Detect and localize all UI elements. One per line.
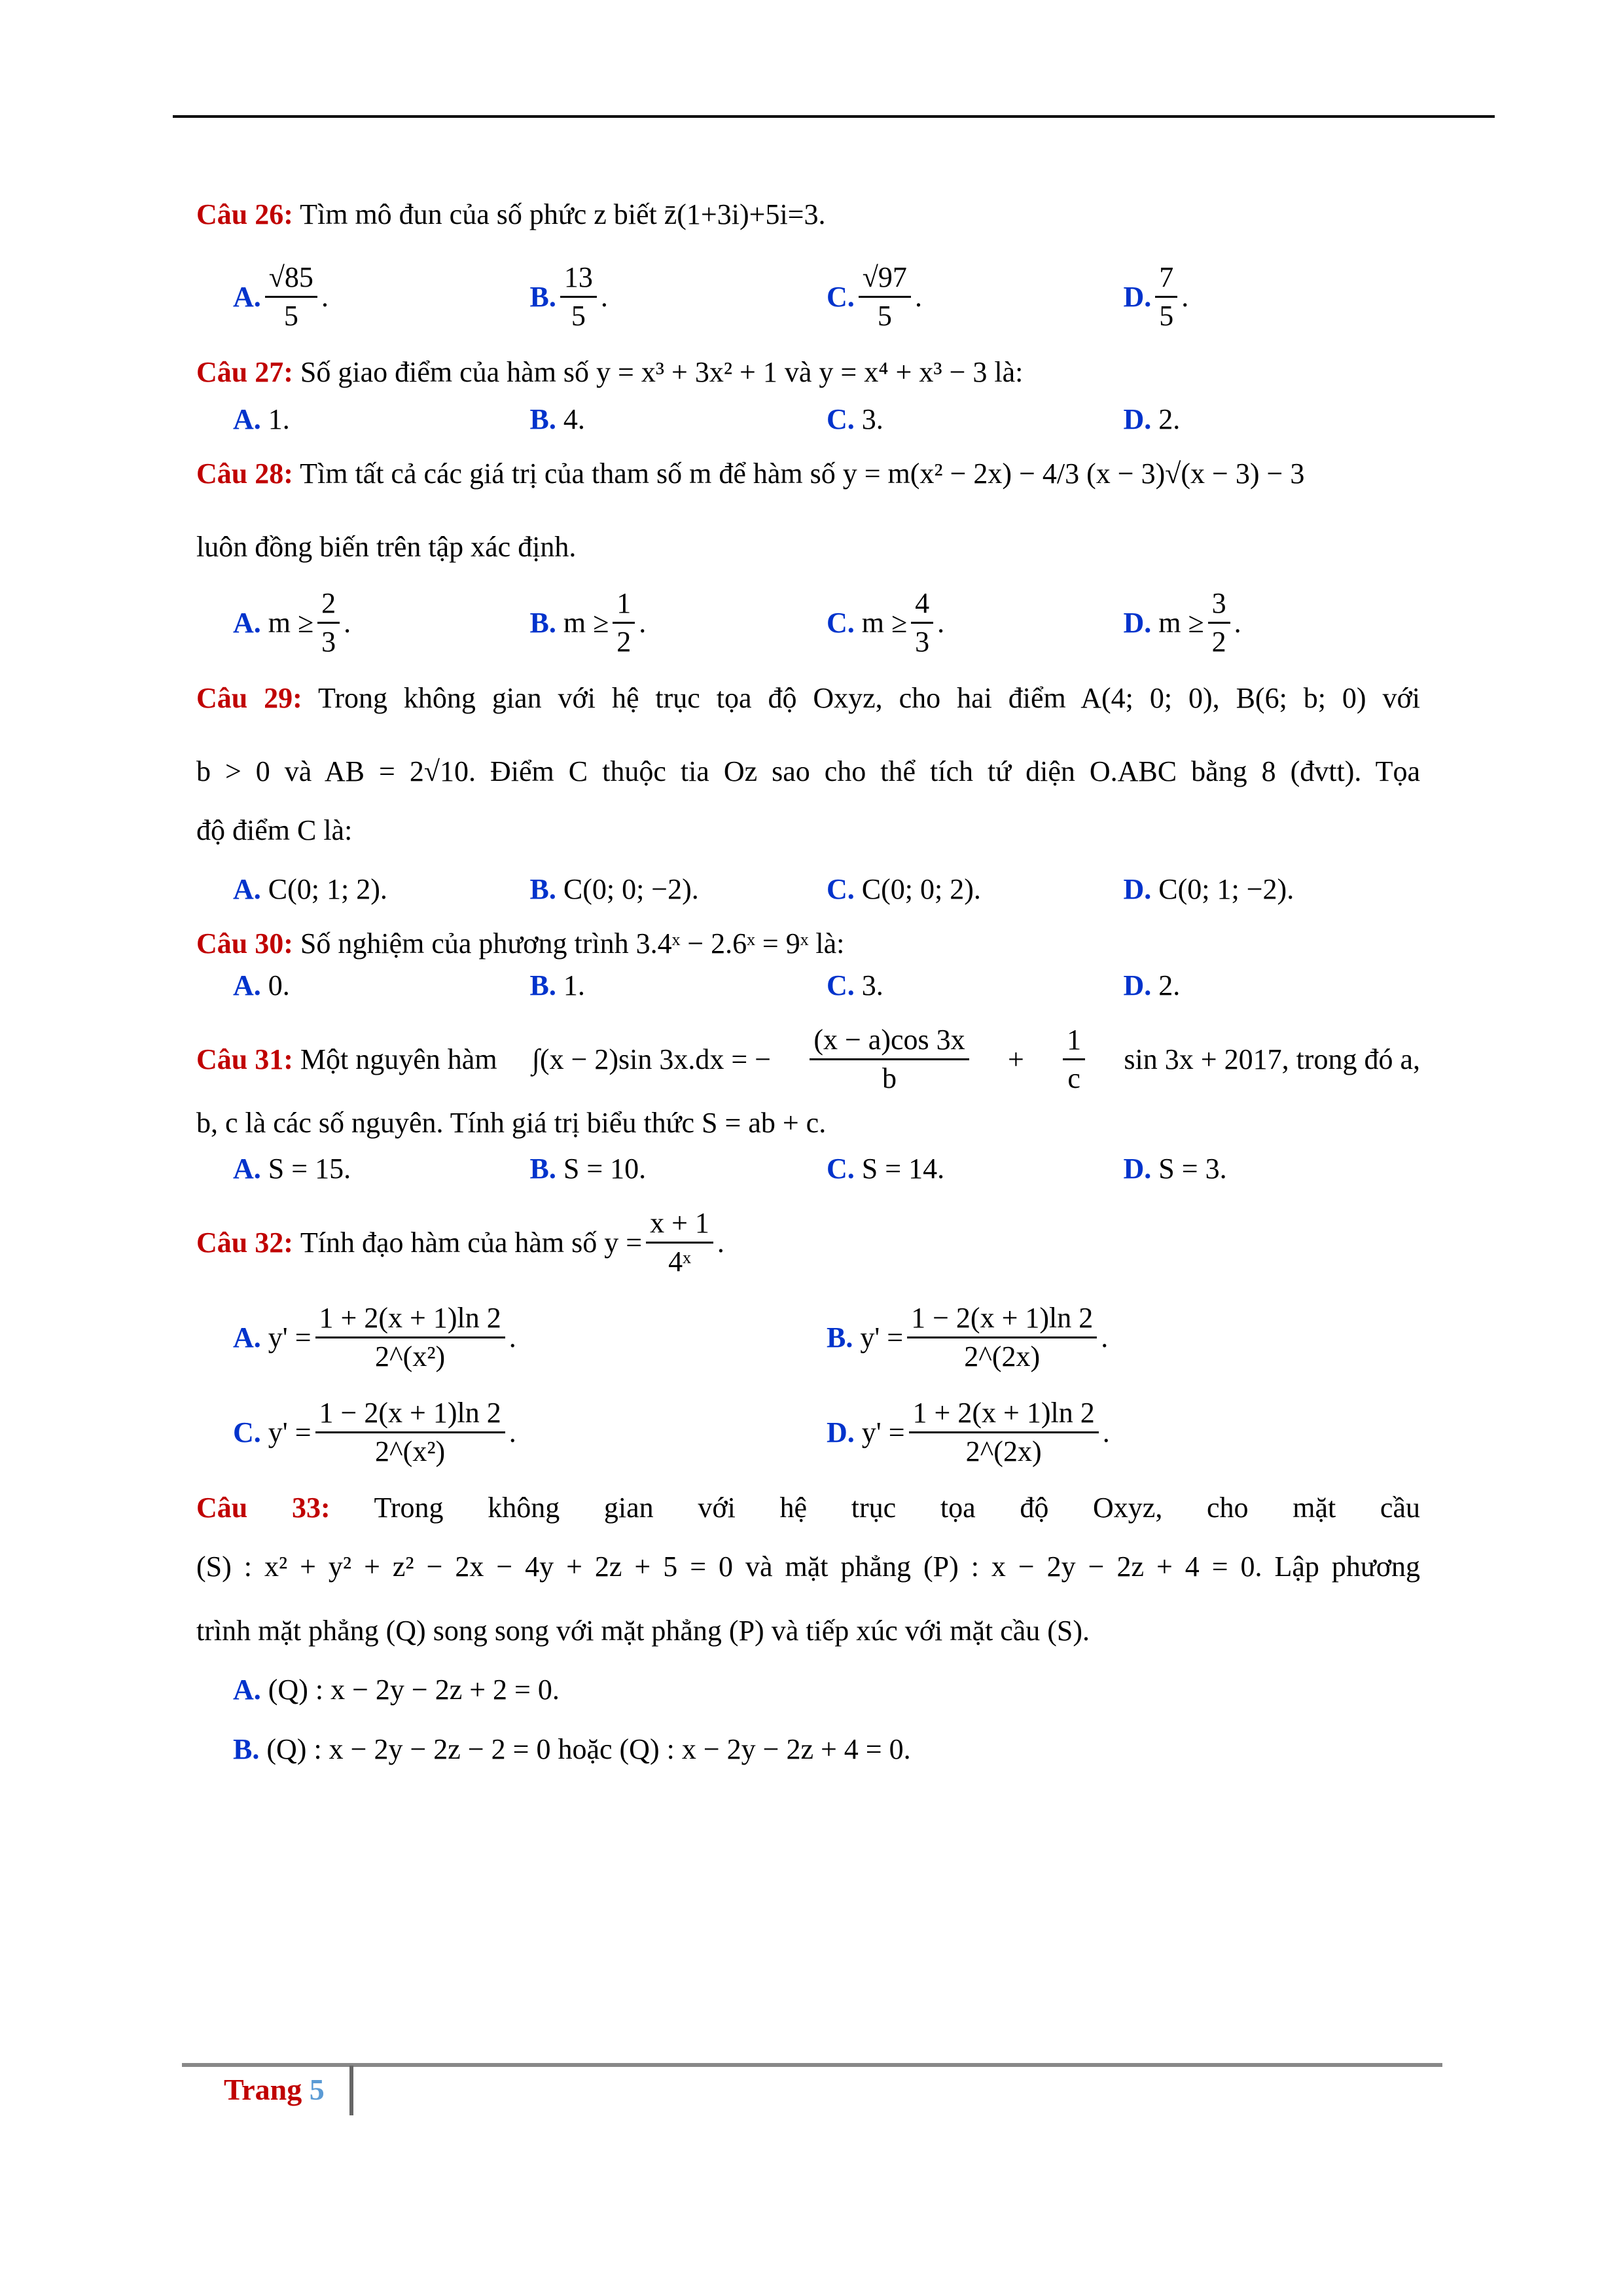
question-28 — [196, 456, 1420, 660]
option-label: D. — [827, 1416, 855, 1448]
option-text: y' = — [268, 1321, 312, 1354]
option-c[interactable]: C. $\frac{√97}{5}$ . — [827, 259, 1124, 334]
question-text: luôn đồng biến trên tập xác định. — [196, 531, 577, 563]
numerator: x + 1 — [646, 1205, 713, 1244]
footer-rule — [182, 2063, 1442, 2067]
option-d[interactable] — [1124, 403, 1421, 436]
question-text: sin 3x + 2017, trong đó a, — [1124, 1043, 1420, 1075]
options — [233, 1732, 1420, 1766]
denominator: 4ˣ — [668, 1246, 691, 1278]
options — [233, 259, 1420, 334]
option-text: S = 3. — [1158, 1153, 1227, 1185]
question-label: Câu 27: — [196, 356, 293, 388]
fraction — [911, 585, 933, 660]
denominator: 3 — [915, 626, 930, 658]
options — [233, 1152, 1420, 1185]
numerator: 1 − 2(x + 1)ln 2 — [907, 1300, 1097, 1338]
fraction — [315, 1395, 505, 1470]
question-32: Câu 32: Tính đạo hàm của hàm số y = $\frac{x + 1}{\text{4ˣ}}$ . A. y' = $\frac{1 + 2(x + 1)\ln 2}{\text{2\textasciicircum{}(x²)}}$ . B. y' = $\frac{1 - 2(x + 1)\ln 2}{2\^{}(2x)}$ . C. y' = $\frac{1 - 2(x + 1)\ln 2}{\text{2\textasciicircum{}(x²)}}$ . D. y' = $\frac{1 + 2(x + 1)\ln 2}{2\^{}(2x)}$ . — [196, 1205, 1420, 1470]
question-label: Câu 31: — [196, 1043, 293, 1075]
option-a[interactable]: A. $\frac{√85}{5}$ . — [233, 259, 530, 334]
math-expression: y = x⁴ + x³ − 3 — [819, 356, 988, 388]
denominator: b — [882, 1062, 897, 1094]
question-label: Câu 26: — [196, 198, 293, 230]
question-text: Tính đạo hàm của hàm số — [300, 1226, 597, 1259]
option-text: 1. — [563, 969, 585, 1001]
option-text: 4. — [563, 403, 585, 435]
options — [233, 403, 1420, 436]
question-text: là: — [994, 356, 1024, 388]
denominator: 5 — [1159, 300, 1174, 332]
option-text: S = 15. — [268, 1153, 351, 1185]
option-text: 2. — [1158, 969, 1181, 1001]
denominator: 5 — [283, 300, 298, 332]
option-c[interactable] — [827, 1152, 1124, 1185]
option-label: D. — [1123, 607, 1152, 639]
question-29 — [196, 680, 1420, 906]
option-a[interactable] — [233, 1152, 530, 1185]
option-label: D. — [1123, 969, 1152, 1001]
option-text: C(0; 0; −2). — [563, 873, 699, 905]
fraction — [1155, 259, 1177, 334]
question-text: b > 0 và AB = 2√10. Điểm C thuộc tia Oz sao cho thể tích tứ diện O.ABC bằng 8 (đvtt). Tọa — [196, 755, 1420, 787]
option-b[interactable] — [530, 403, 827, 436]
option-text: C(0; 1; −2). — [1158, 873, 1294, 905]
option-a[interactable] — [233, 403, 530, 436]
math-operator: + — [1007, 1043, 1024, 1075]
fraction — [907, 1300, 1097, 1375]
footer-separator — [349, 2066, 353, 2115]
option-label: B. — [233, 1733, 260, 1765]
denominator: c — [1067, 1062, 1080, 1094]
option-d[interactable]: D. $\frac{7}{5}$ . — [1124, 259, 1421, 334]
fraction — [909, 1395, 1099, 1470]
numerator: 1 + 2(x + 1)ln 2 — [315, 1300, 505, 1338]
math-expression: y = — [604, 1226, 643, 1259]
option-label: A. — [233, 1674, 261, 1706]
question-text: Trong không gian với hệ trục tọa độ Oxyz, cho mặt cầu — [374, 1492, 1420, 1524]
option-label: B. — [827, 1321, 853, 1354]
option-text: 3. — [861, 969, 883, 1001]
math-expression: y = m(x² − 2x) − 4/3 (x − 3)√(x − 3) − 3 — [842, 457, 1305, 490]
question-text: (S) : x² + y² + z² − 2x − 4y + 2z + 5 = 0 và mặt phẳng (P) : x − 2y − 2z + 4 = 0. Lập phương — [196, 1551, 1420, 1583]
question-31 — [196, 1022, 1420, 1185]
options — [233, 872, 1420, 906]
option-label: A. — [233, 1153, 261, 1185]
question-text: Tìm mô đun của số phức z biết — [300, 198, 657, 230]
page-footer — [224, 2072, 325, 2107]
numerator: 13 — [560, 259, 597, 298]
option-text: y' = — [860, 1321, 904, 1354]
question-26 — [196, 196, 1420, 334]
option-label: D. — [1123, 403, 1152, 435]
option-a[interactable]: A. y' = $\frac{1 + 2(x + 1)\ln 2}{\text{2\textasciicircum{}(x²)}}$ . — [233, 1300, 827, 1375]
options — [233, 1395, 1420, 1470]
options — [233, 1673, 1420, 1706]
question-text: và — [784, 356, 812, 388]
header-rule — [173, 115, 1495, 118]
numerator: 1 — [1063, 1022, 1085, 1060]
denominator: 2^(x²) — [375, 1340, 446, 1372]
option-label: B. — [529, 1153, 556, 1185]
fraction — [1063, 1022, 1085, 1097]
numerator: 1 — [613, 585, 635, 624]
option-text: m ≥ — [861, 607, 908, 639]
numerator: √85 — [265, 259, 317, 298]
option-c[interactable] — [827, 969, 1124, 1002]
footer-label: Trang — [224, 2073, 302, 2106]
option-label: D. — [1123, 1153, 1152, 1185]
option-label: C. — [827, 403, 855, 435]
option-d[interactable]: D. y' = $\frac{1 + 2(x + 1)\ln 2}{2\^{}(2x)}$ . — [827, 1395, 1420, 1470]
numerator: 1 − 2(x + 1)ln 2 — [315, 1395, 505, 1433]
fraction — [859, 259, 911, 334]
denominator: 5 — [877, 300, 892, 332]
math-expression: ∫(x − 2)sin 3x.dx = − — [531, 1043, 772, 1075]
option-b[interactable] — [530, 1152, 827, 1185]
option-text: 3. — [861, 403, 883, 435]
option-label: A. — [233, 607, 261, 639]
fraction — [560, 259, 597, 334]
denominator: 2^(2x) — [965, 1435, 1042, 1467]
option-b[interactable]: B. y' = $\frac{1 - 2(x + 1)\ln 2}{2\^{}(2x)}$ . — [827, 1300, 1420, 1375]
question-30 — [196, 925, 1420, 1002]
math-expression: z̄(1+3i)+5i=3. — [664, 198, 826, 230]
denominator: 5 — [571, 300, 586, 332]
numerator: 1 + 2(x + 1)ln 2 — [909, 1395, 1099, 1433]
option-label: C. — [827, 281, 855, 313]
denominator: 2 — [616, 626, 632, 658]
option-a[interactable] — [233, 969, 530, 1002]
numerator: 3 — [1208, 585, 1230, 624]
option-text: C(0; 1; 2). — [268, 873, 387, 905]
question-text: Một nguyên hàm — [300, 1043, 497, 1075]
option-label: D. — [1123, 873, 1152, 905]
question-label: Câu 30: — [196, 927, 293, 960]
option-label: B. — [529, 873, 556, 905]
option-text: m ≥ — [563, 607, 609, 639]
question-label: Câu 29: — [196, 682, 302, 714]
option-c[interactable]: C. m ≥ $\frac{4}{3}$ . — [827, 585, 1124, 660]
option-d[interactable] — [1124, 1152, 1421, 1185]
question-text: Trong không gian với hệ trục tọa độ Oxyz, cho hai điểm A(4; 0; 0), B(6; b; 0) với — [317, 682, 1420, 714]
fraction — [315, 1300, 505, 1375]
numerator: (x − a)cos 3x — [810, 1022, 969, 1060]
numerator: √97 — [859, 259, 911, 298]
fraction — [613, 585, 635, 660]
option-a[interactable]: A. m ≥ $\frac{2}{3}$ . — [233, 585, 530, 660]
option-label: C. — [827, 873, 855, 905]
option-label: B. — [529, 969, 556, 1001]
numerator: 4 — [911, 585, 933, 624]
option-a[interactable] — [233, 872, 530, 906]
options — [233, 1300, 1420, 1375]
option-label: A. — [233, 1321, 261, 1354]
option-text: m ≥ — [1158, 607, 1204, 639]
option-c[interactable]: C. y' = $\frac{1 - 2(x + 1)\ln 2}{\text{2\textasciicircum{}(x²)}}$ . — [233, 1395, 827, 1470]
option-text: 0. — [268, 969, 290, 1001]
math-expression: y = x³ + 3x² + 1 — [596, 356, 777, 388]
option-text: C(0; 0; 2). — [861, 873, 981, 905]
fraction — [317, 585, 340, 660]
option-d[interactable]: D. m ≥ $\frac{3}{2}$ . — [1124, 585, 1421, 660]
option-d[interactable] — [1124, 872, 1421, 906]
option-text: (Q) : x − 2y − 2z + 2 = 0. — [268, 1674, 560, 1706]
question-text: b, c là các số nguyên. Tính giá trị biểu thức S = ab + c. — [196, 1107, 827, 1139]
question-label: Câu 28: — [196, 457, 293, 490]
option-label: C. — [233, 1416, 261, 1448]
option-c[interactable] — [827, 872, 1124, 906]
option-text: y' = — [268, 1416, 312, 1448]
option-text: S = 10. — [563, 1153, 647, 1185]
question-33 — [196, 1490, 1420, 1766]
numerator: 2 — [317, 585, 340, 624]
option-c[interactable] — [827, 403, 1124, 436]
denominator: 3 — [321, 626, 336, 658]
option-label: B. — [529, 607, 556, 639]
numerator: 7 — [1155, 259, 1177, 298]
option-label: B. — [529, 281, 556, 313]
option-d[interactable] — [1124, 969, 1421, 1002]
option-b[interactable]: B. $\frac{13}{5}$ . — [530, 259, 827, 334]
option-label: C. — [827, 1153, 855, 1185]
denominator: 2^(x²) — [375, 1435, 446, 1467]
option-label: A. — [233, 969, 261, 1001]
option-label: C. — [827, 969, 855, 1001]
question-label: Câu 33: — [196, 1492, 330, 1524]
page-content — [196, 196, 1420, 1785]
question-text: độ điểm C là: — [196, 814, 353, 846]
option-label: A. — [233, 281, 261, 313]
options — [233, 585, 1420, 660]
question-text: Số nghiệm của phương trình 3.4ˣ − 2.6ˣ = 9ˣ là: — [300, 927, 845, 960]
question-text: Tìm tất cả các giá trị của tham số m để hàm số — [300, 457, 836, 490]
option-label: A. — [233, 873, 261, 905]
option-label: D. — [1123, 281, 1152, 313]
option-text: 2. — [1158, 403, 1181, 435]
option-label: B. — [529, 403, 556, 435]
fraction — [810, 1022, 969, 1097]
option-text: 1. — [268, 403, 290, 435]
fraction — [265, 259, 317, 334]
fraction — [1208, 585, 1230, 660]
page-number: 5 — [309, 2073, 325, 2106]
option-label: C. — [827, 607, 855, 639]
option-label: A. — [233, 403, 261, 435]
question-text: trình mặt phẳng (Q) song song với mặt phẳng (P) và tiếp xúc với mặt cầu (S). — [196, 1615, 1090, 1647]
option-b[interactable] — [530, 969, 827, 1002]
option-text: y' = — [861, 1416, 905, 1448]
question-27 — [196, 354, 1420, 436]
option-b[interactable] — [530, 872, 827, 906]
denominator: 2 — [1211, 626, 1226, 658]
option-b[interactable]: B. m ≥ $\frac{1}{2}$ . — [530, 585, 827, 660]
option-text: m ≥ — [268, 607, 314, 639]
option-a[interactable] — [233, 1673, 560, 1706]
options — [233, 969, 1420, 1002]
option-b[interactable] — [233, 1732, 911, 1766]
option-text: S = 14. — [861, 1153, 945, 1185]
question-text: Số giao điểm của hàm số — [300, 356, 590, 388]
denominator: 2^(2x) — [964, 1340, 1041, 1372]
option-text: (Q) : x − 2y − 2z − 2 = 0 hoặc (Q) : x − 2y − 2z + 4 = 0. — [266, 1733, 911, 1765]
fraction — [646, 1205, 713, 1280]
question-label: Câu 32: — [196, 1226, 293, 1259]
